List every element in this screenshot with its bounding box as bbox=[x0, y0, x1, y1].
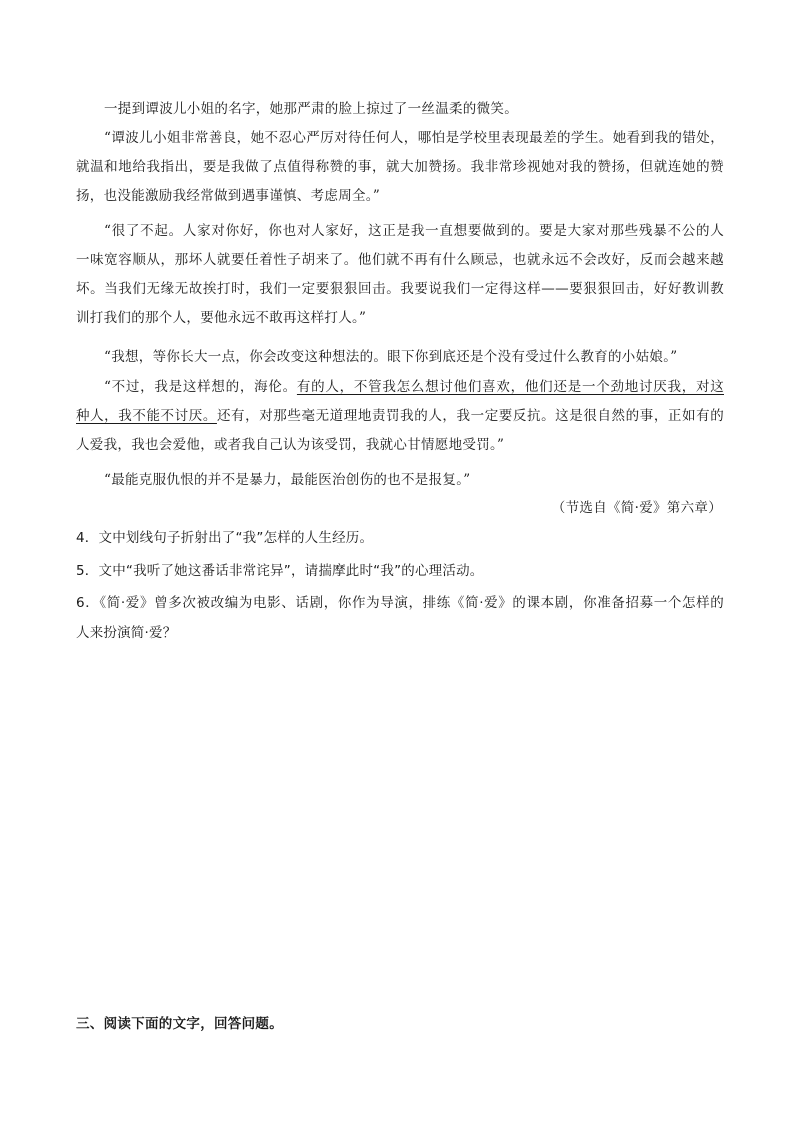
question-4: 4．文中划线句子折射出了“我”怎样的人生经历。 bbox=[76, 530, 374, 546]
passage-paragraph-1: 一提到谭波儿小姐的名字，她那严肃的脸上掠过了一丝温柔的微笑。 bbox=[104, 101, 518, 117]
passage-paragraph-2-line-2: 就温和地给我指出，要是我做了点值得称赞的事，就大加赞扬。我非常珍视她对我的赞扬，但就连她的赞 bbox=[76, 159, 724, 175]
passage-paragraph-2-line-1: “谭波儿小姐非常善良，她不忍心严厉对待任何人，哪怕是学校里表现最差的学生。她看到我的错处， bbox=[104, 130, 724, 146]
section-heading: 三、阅读下面的文字，回答问题。 bbox=[76, 1016, 283, 1032]
passage-paragraph-5-line-2 bbox=[76, 406, 724, 426]
passage-paragraph-3-line-3: 坏。当我们无缘无故挨打时，我们一定要狠狠回击。我要说我们一定得这样——要狠狠回击，好好教训教 bbox=[76, 281, 724, 297]
passage-paragraph-3-line-2: 一味宽容顺从，那坏人就要任着性子胡来了。他们就不再有什么顾忌，也就永远不会改好，反而会越来越 bbox=[76, 252, 724, 268]
underlined-sentence: 有的人，不管我怎么想讨他们喜欢，他们还是一个劲地讨厌我，对这 bbox=[296, 379, 724, 395]
passage-paragraph-3-line-1: “很了不起。人家对你好，你也对人家好，这正是我一直想要做到的。要是大家对那些残暴不公的人 bbox=[104, 223, 724, 239]
underlined-sentence: 种人，我不能不讨厌。 bbox=[76, 408, 217, 424]
question-6-line-1: 6．《简·爱》曾多次被改编为电影、话剧，你作为导演，排练《简·爱》的课本剧，你准备招募一个怎样的 bbox=[76, 595, 724, 611]
passage-source: （节选自《简·爱》第六章） bbox=[551, 500, 722, 516]
passage-text: 还有，对那些毫无道理地责罚我的人，我一定要反抗。这是很自然的事，正如有的 bbox=[216, 408, 724, 424]
passage-paragraph-5-line-1 bbox=[104, 377, 724, 397]
passage-paragraph-3-line-4: 训打我们的那个人，要他永远不敢再这样打人。” bbox=[76, 310, 367, 326]
passage-paragraph-6: “最能克服仇恨的并不是暴力，最能医治创伤的也不是报复。” bbox=[104, 472, 471, 488]
question-6-line-2: 人来扮演简·爱？ bbox=[76, 625, 177, 641]
passage-paragraph-5-line-3: 人爱我，我也会爱他，或者我自己认为该受罚，我就心甘情愿地受罚。” bbox=[76, 437, 505, 453]
passage-paragraph-2-line-3: 扬，也没能激励我经常做到遇事谨慎、考虑周全。” bbox=[76, 188, 381, 204]
question-5: 5．文中“我听了她这番话非常诧异”，请揣摩此时“我”的心理活动。 bbox=[76, 563, 484, 579]
passage-paragraph-4: “我想，等你长大一点，你会改变这种想法的。眼下你到底还是个没有受过什么教育的小姑娘。” bbox=[104, 349, 678, 365]
passage-text: “不过，我是这样想的，海伦。 bbox=[104, 379, 297, 395]
